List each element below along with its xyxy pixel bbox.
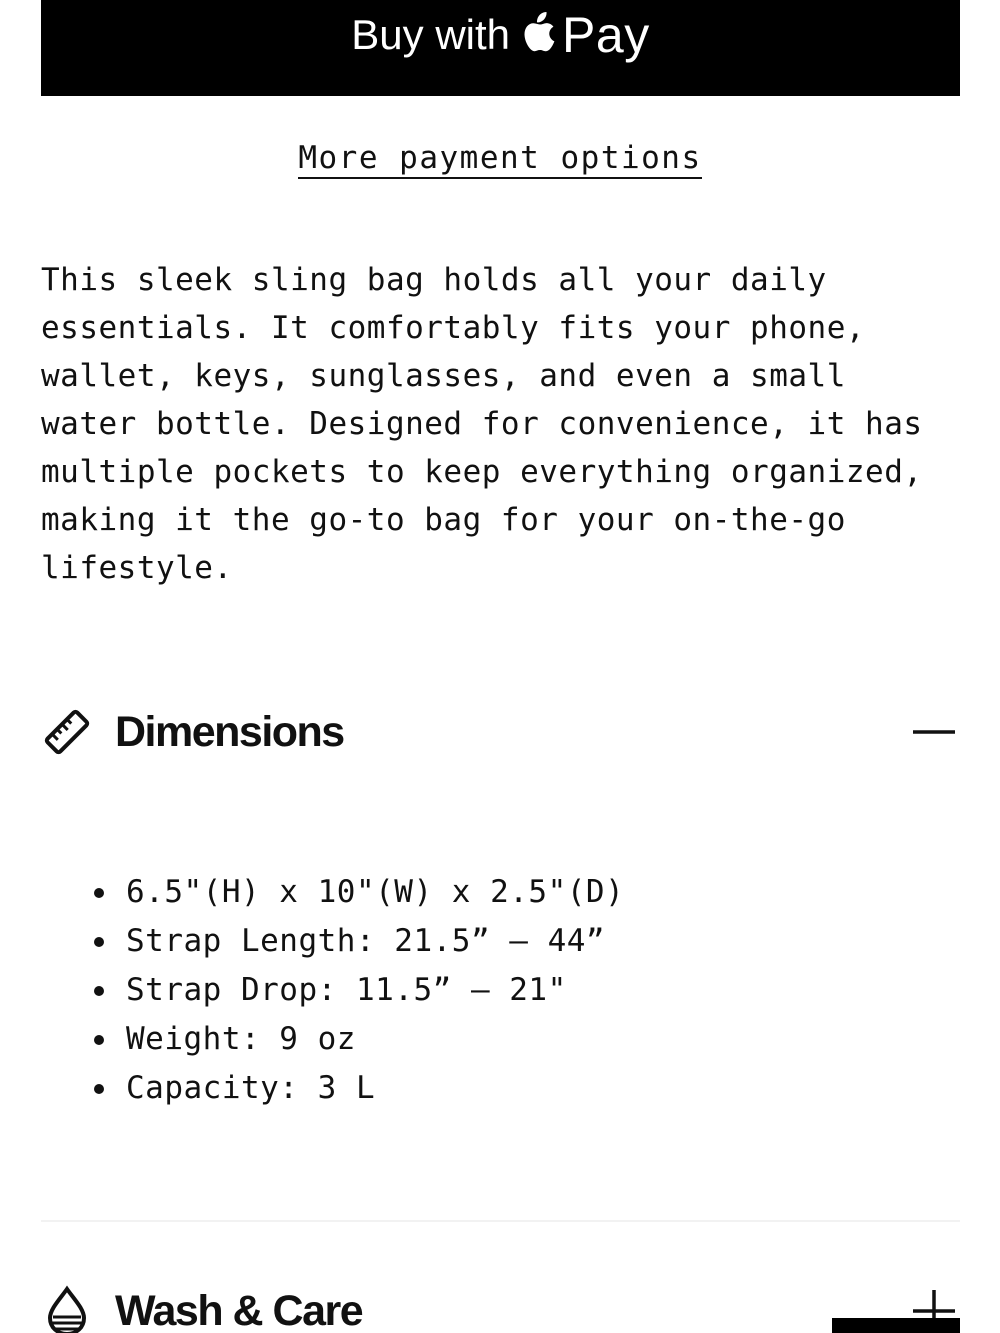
pay-label: Pay [562,7,650,63]
dimensions-item: Capacity: 3 L [41,1064,624,1113]
buy-with-label: Buy with [351,11,511,58]
more-payment-options-link[interactable]: More payment options [298,140,701,179]
product-description: This sleek sling bag holds all your daily essentials. It comfortably fits your phone, wallet, keys, sunglasses, and even a small water bottle. Designed for convenience, it has multiple pockets to keep everything organized, making it the go-to bag for your on-the-go lifestyle. [41,262,923,586]
dimensions-item: 6.5"(H) x 10"(W) x 2.5"(D) [41,868,624,917]
water-drop-icon [41,1285,93,1333]
apple-logo-icon [522,10,558,52]
buy-with-apple-pay-button[interactable] [41,0,960,96]
wash-care-section-header[interactable] [41,1276,960,1333]
dimensions-section-header[interactable] [41,697,960,767]
section-divider [41,1220,960,1222]
dimensions-title: Dimensions [115,707,344,756]
dimensions-item: Strap Drop: 11.5” – 21" [41,966,624,1015]
dimensions-item: Strap Length: 21.5” – 44” [41,917,624,966]
ruler-icon [41,706,93,758]
more-payment-options-row [0,140,1000,176]
collapse-minus-icon[interactable] [912,710,956,754]
dimensions-item: Weight: 9 oz [41,1015,624,1064]
bottom-bar [832,1318,960,1333]
dimensions-list [41,868,624,1113]
wash-care-title: Wash & Care [115,1286,363,1333]
